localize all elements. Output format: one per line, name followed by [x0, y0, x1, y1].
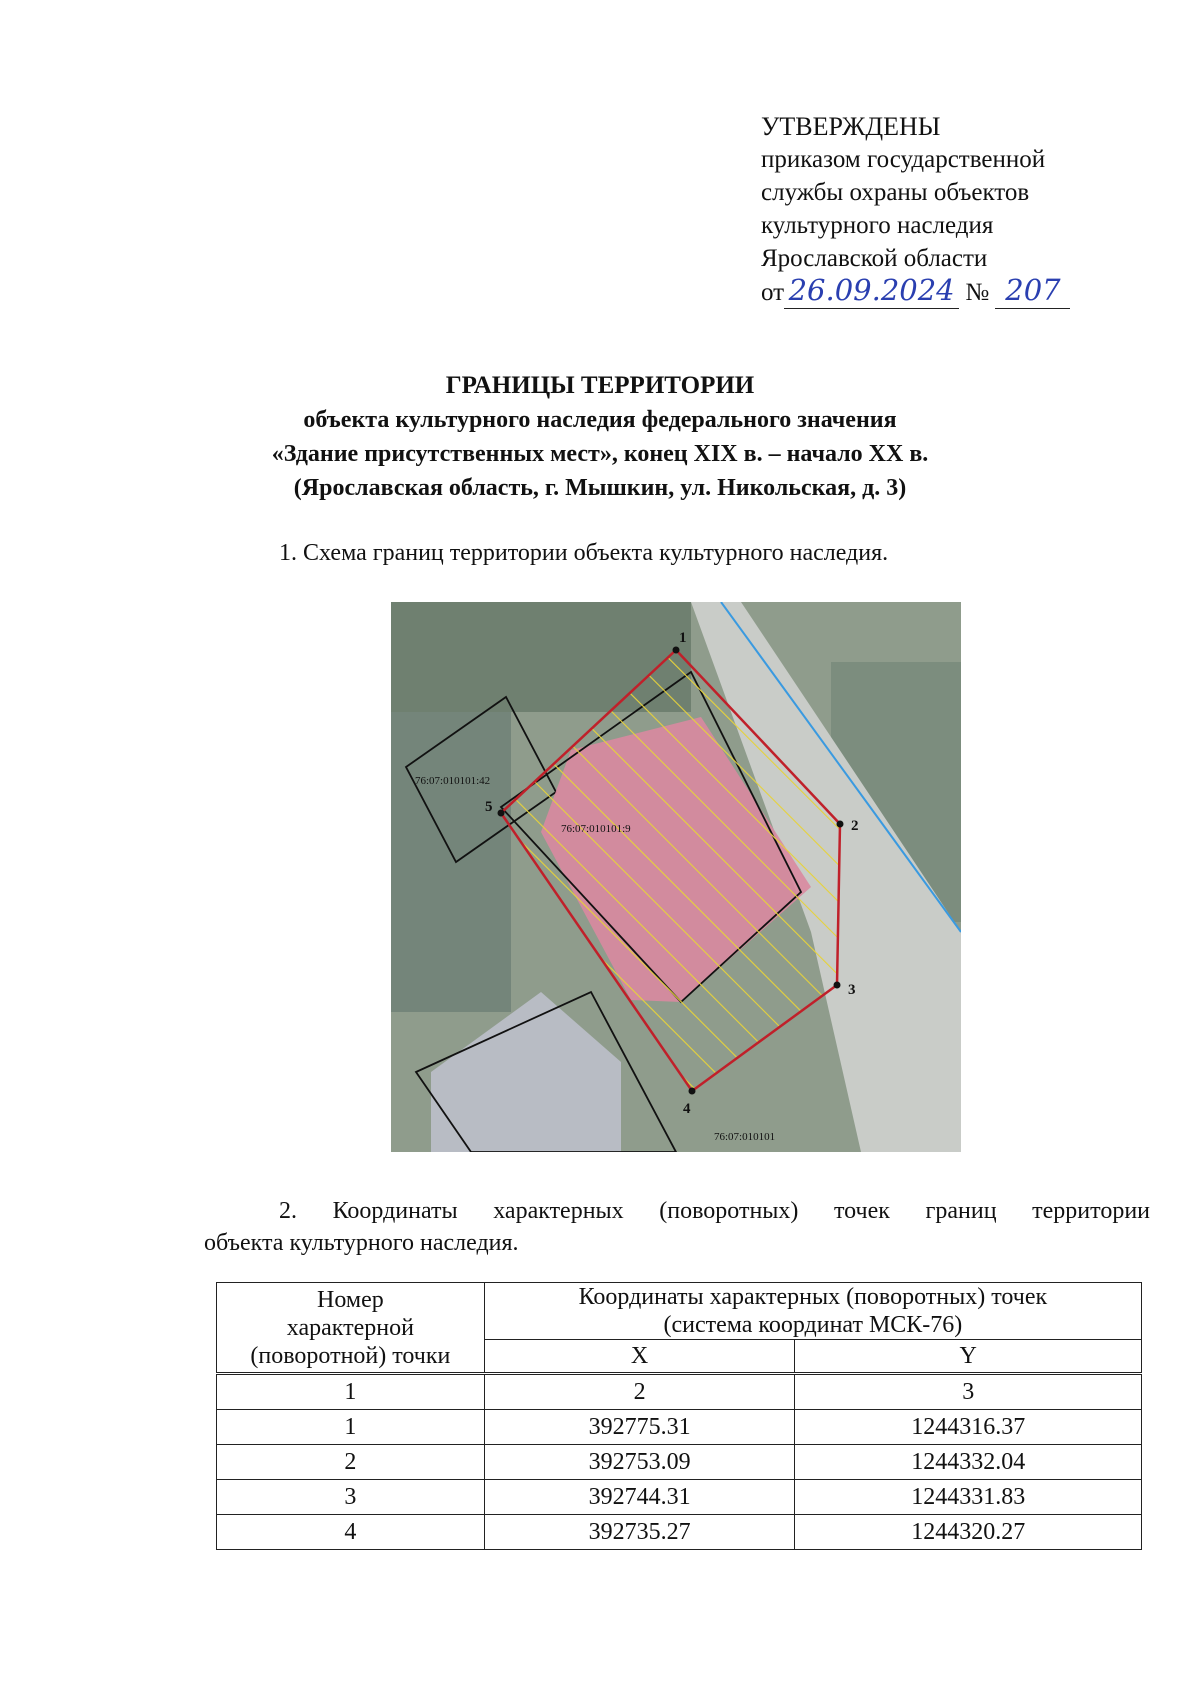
title-line: «Здание присутственных мест», конец XIX в. – начало XX в. — [271, 441, 929, 467]
approval-heading: УТВЕРЖДЕНЫ — [761, 112, 941, 141]
boundary-scheme-map — [391, 602, 961, 1152]
boundary-point-1 — [673, 647, 680, 654]
y-header: Y — [795, 1340, 1142, 1374]
approval-date-row — [761, 275, 1070, 309]
section-1-heading: 1. Схема границ территории объекта культурного наследия. — [279, 540, 889, 566]
approval-line: культурного наследия — [761, 212, 994, 239]
table-row: 3 392744.31 1244331.83 — [217, 1480, 1142, 1515]
section-2-heading — [204, 1195, 1150, 1259]
x-header: X — [484, 1340, 795, 1374]
approval-block — [761, 110, 1070, 309]
boundary-point-2 — [837, 821, 844, 828]
date-prefix: от — [761, 279, 785, 306]
point-label: 1 — [679, 630, 687, 646]
approval-line: Ярославской области — [761, 245, 988, 272]
table-row: 2 392753.09 1244332.04 — [217, 1445, 1142, 1480]
cadastral-label: 76:07:010101 — [714, 1131, 776, 1143]
table-row: 4 392735.27 1244320.27 — [217, 1515, 1142, 1550]
table-row: 1 392775.31 1244316.37 — [217, 1410, 1142, 1445]
approval-line: службы охраны объектов — [761, 179, 1030, 206]
approval-line: приказом государственной — [761, 146, 1046, 173]
point-number-header: Номер характерной (поворотной) точки — [217, 1283, 485, 1374]
boundary-point-5 — [498, 810, 505, 817]
tree-area — [391, 712, 511, 1012]
point-label: 5 — [485, 799, 493, 815]
number-field — [995, 275, 1070, 309]
cadastral-label: 76:07:010101:9 — [561, 823, 631, 835]
section-2-line: объекта культурного наследия. — [204, 1230, 519, 1256]
boundary-point-4 — [689, 1088, 696, 1095]
cadastral-label: 76:07:010101:42 — [415, 775, 491, 787]
title-main: ГРАНИЦЫ ТЕРРИТОРИИ — [445, 372, 755, 399]
table-header-row — [217, 1283, 1142, 1340]
title-line: объекта культурного наследия федерального значения — [303, 407, 897, 433]
number-prefix: № — [965, 279, 990, 306]
title-line: (Ярославская область, г. Мышкин, ул. Никольская, д. 3) — [293, 475, 907, 501]
table-index-row: 1 2 3 — [217, 1374, 1142, 1410]
point-label: 4 — [683, 1101, 691, 1117]
handwritten-date: 26.09.2024 — [788, 273, 955, 307]
point-label: 2 — [851, 818, 859, 834]
handwritten-number: 207 — [1005, 273, 1061, 307]
coordinates-group-header: Координаты характерных (поворотных) точек (система координат МСК-76) — [484, 1283, 1141, 1340]
point-label: 3 — [848, 982, 856, 998]
date-field — [784, 275, 959, 309]
document-title — [0, 369, 1200, 505]
boundary-point-3 — [834, 982, 841, 989]
coordinates-table — [216, 1282, 1142, 1550]
section-2-line: 2. Координаты характерных (поворотных) точек границ территории — [279, 1198, 1150, 1224]
